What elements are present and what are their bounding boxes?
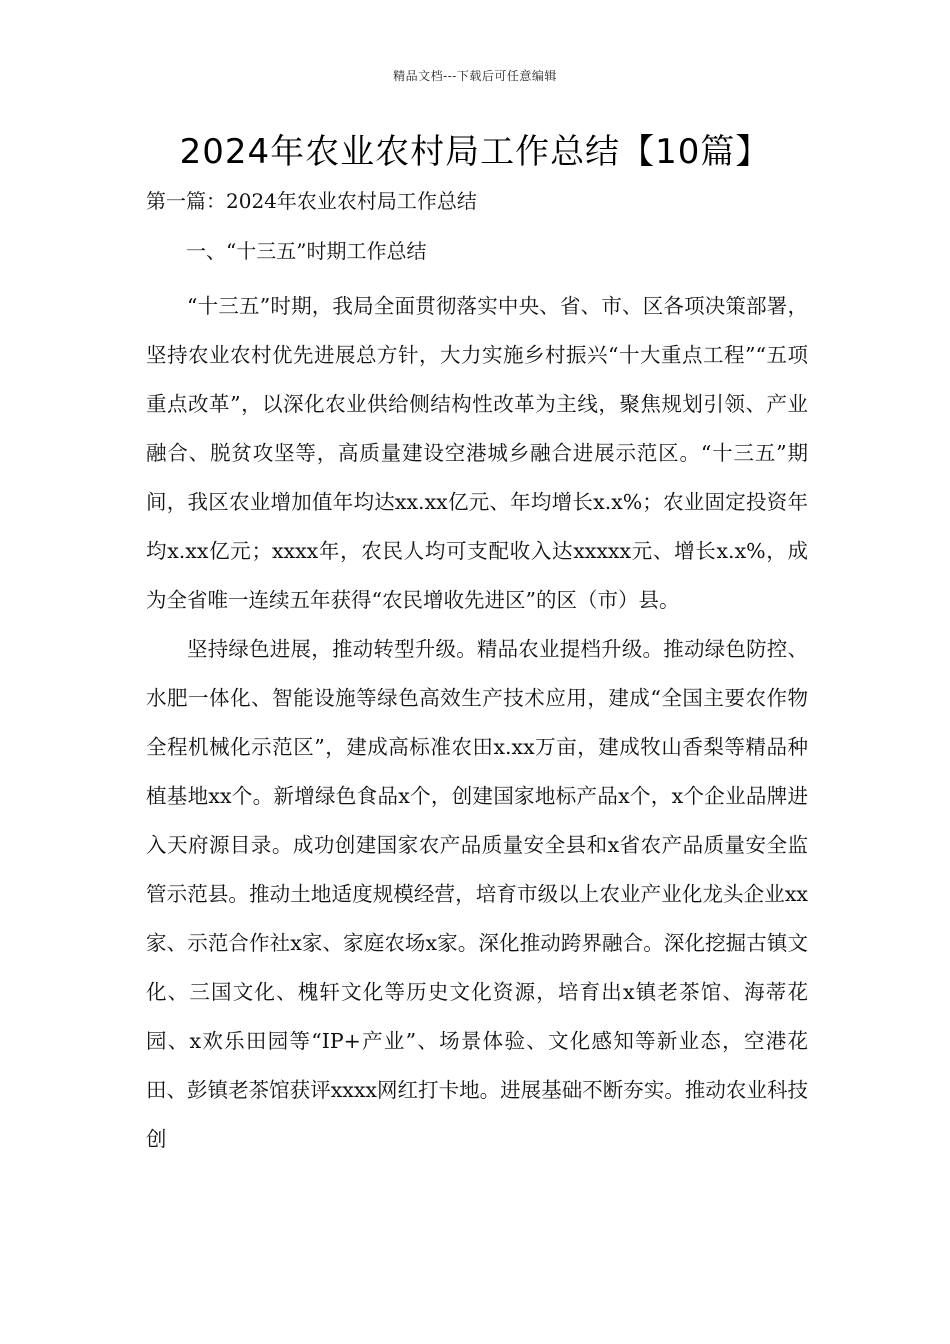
header-note: 精品文档---下载后可任意编辑 [393,69,557,83]
paragraph: “十三五”时期，我局全面贯彻落实中央、省、市、区各项决策部署，坚持农业农村优先进展总方针，大力实施乡村振兴“十大重点工程”“五项重点改革”，以深化农业供给侧结构性改革为主线，聚焦规划引领、产业融合、脱贫攻坚等，高质量建设空港城乡融合进展示范区。“十三五”期间，我区农业增加值年均达xx.xx亿元、年均增长x.x%；农业固定投资年均x.xx亿元；xxxx年，农民人均可支配收入达xxxxx元、增长x.x%，成为全省唯一连续五年获得“农民增收先进区”的区（市）县。 [146,294,808,612]
document-body [146,182,808,1164]
sub-heading: 一、“十三五”时期工作总结 [186,239,427,263]
section-heading: 第一篇：2024年农业农村局工作总结 [146,189,477,213]
document-title: 2024年农业农村局工作总结【10篇】 [179,132,771,172]
paragraph: 坚持绿色进展，推动转型升级。精品农业提档升级。推动绿色防控、水肥一体化、智能设施等绿色高效生产技术应用，建成“全国主要农作物全程机械化示范区”，建成高标准农田x.xx万亩，建成牧山香梨等精品种植基地xx个。新增绿色食品x个，创建国家地标产品x个，x个企业品牌进入天府源目录。成功创建国家农产品质量安全县和x省农产品质量安全监管示范县。推动土地适度规模经营，培育市级以上农业产业化龙头企业xx家、示范合作社x家、家庭农场x家。深化推动跨界融合。深化挖掘古镇文化、三国文化、槐轩文化等历史文化资源，培育出x镇老茶馆、海蒂花园、x欢乐田园等“IP+产业”、场景体验、文化感知等新业态，空港花田、彭镇老茶馆获评xxxx网红打卡地。进展基础不断夯实。推动农业科技创 [146,637,808,1151]
